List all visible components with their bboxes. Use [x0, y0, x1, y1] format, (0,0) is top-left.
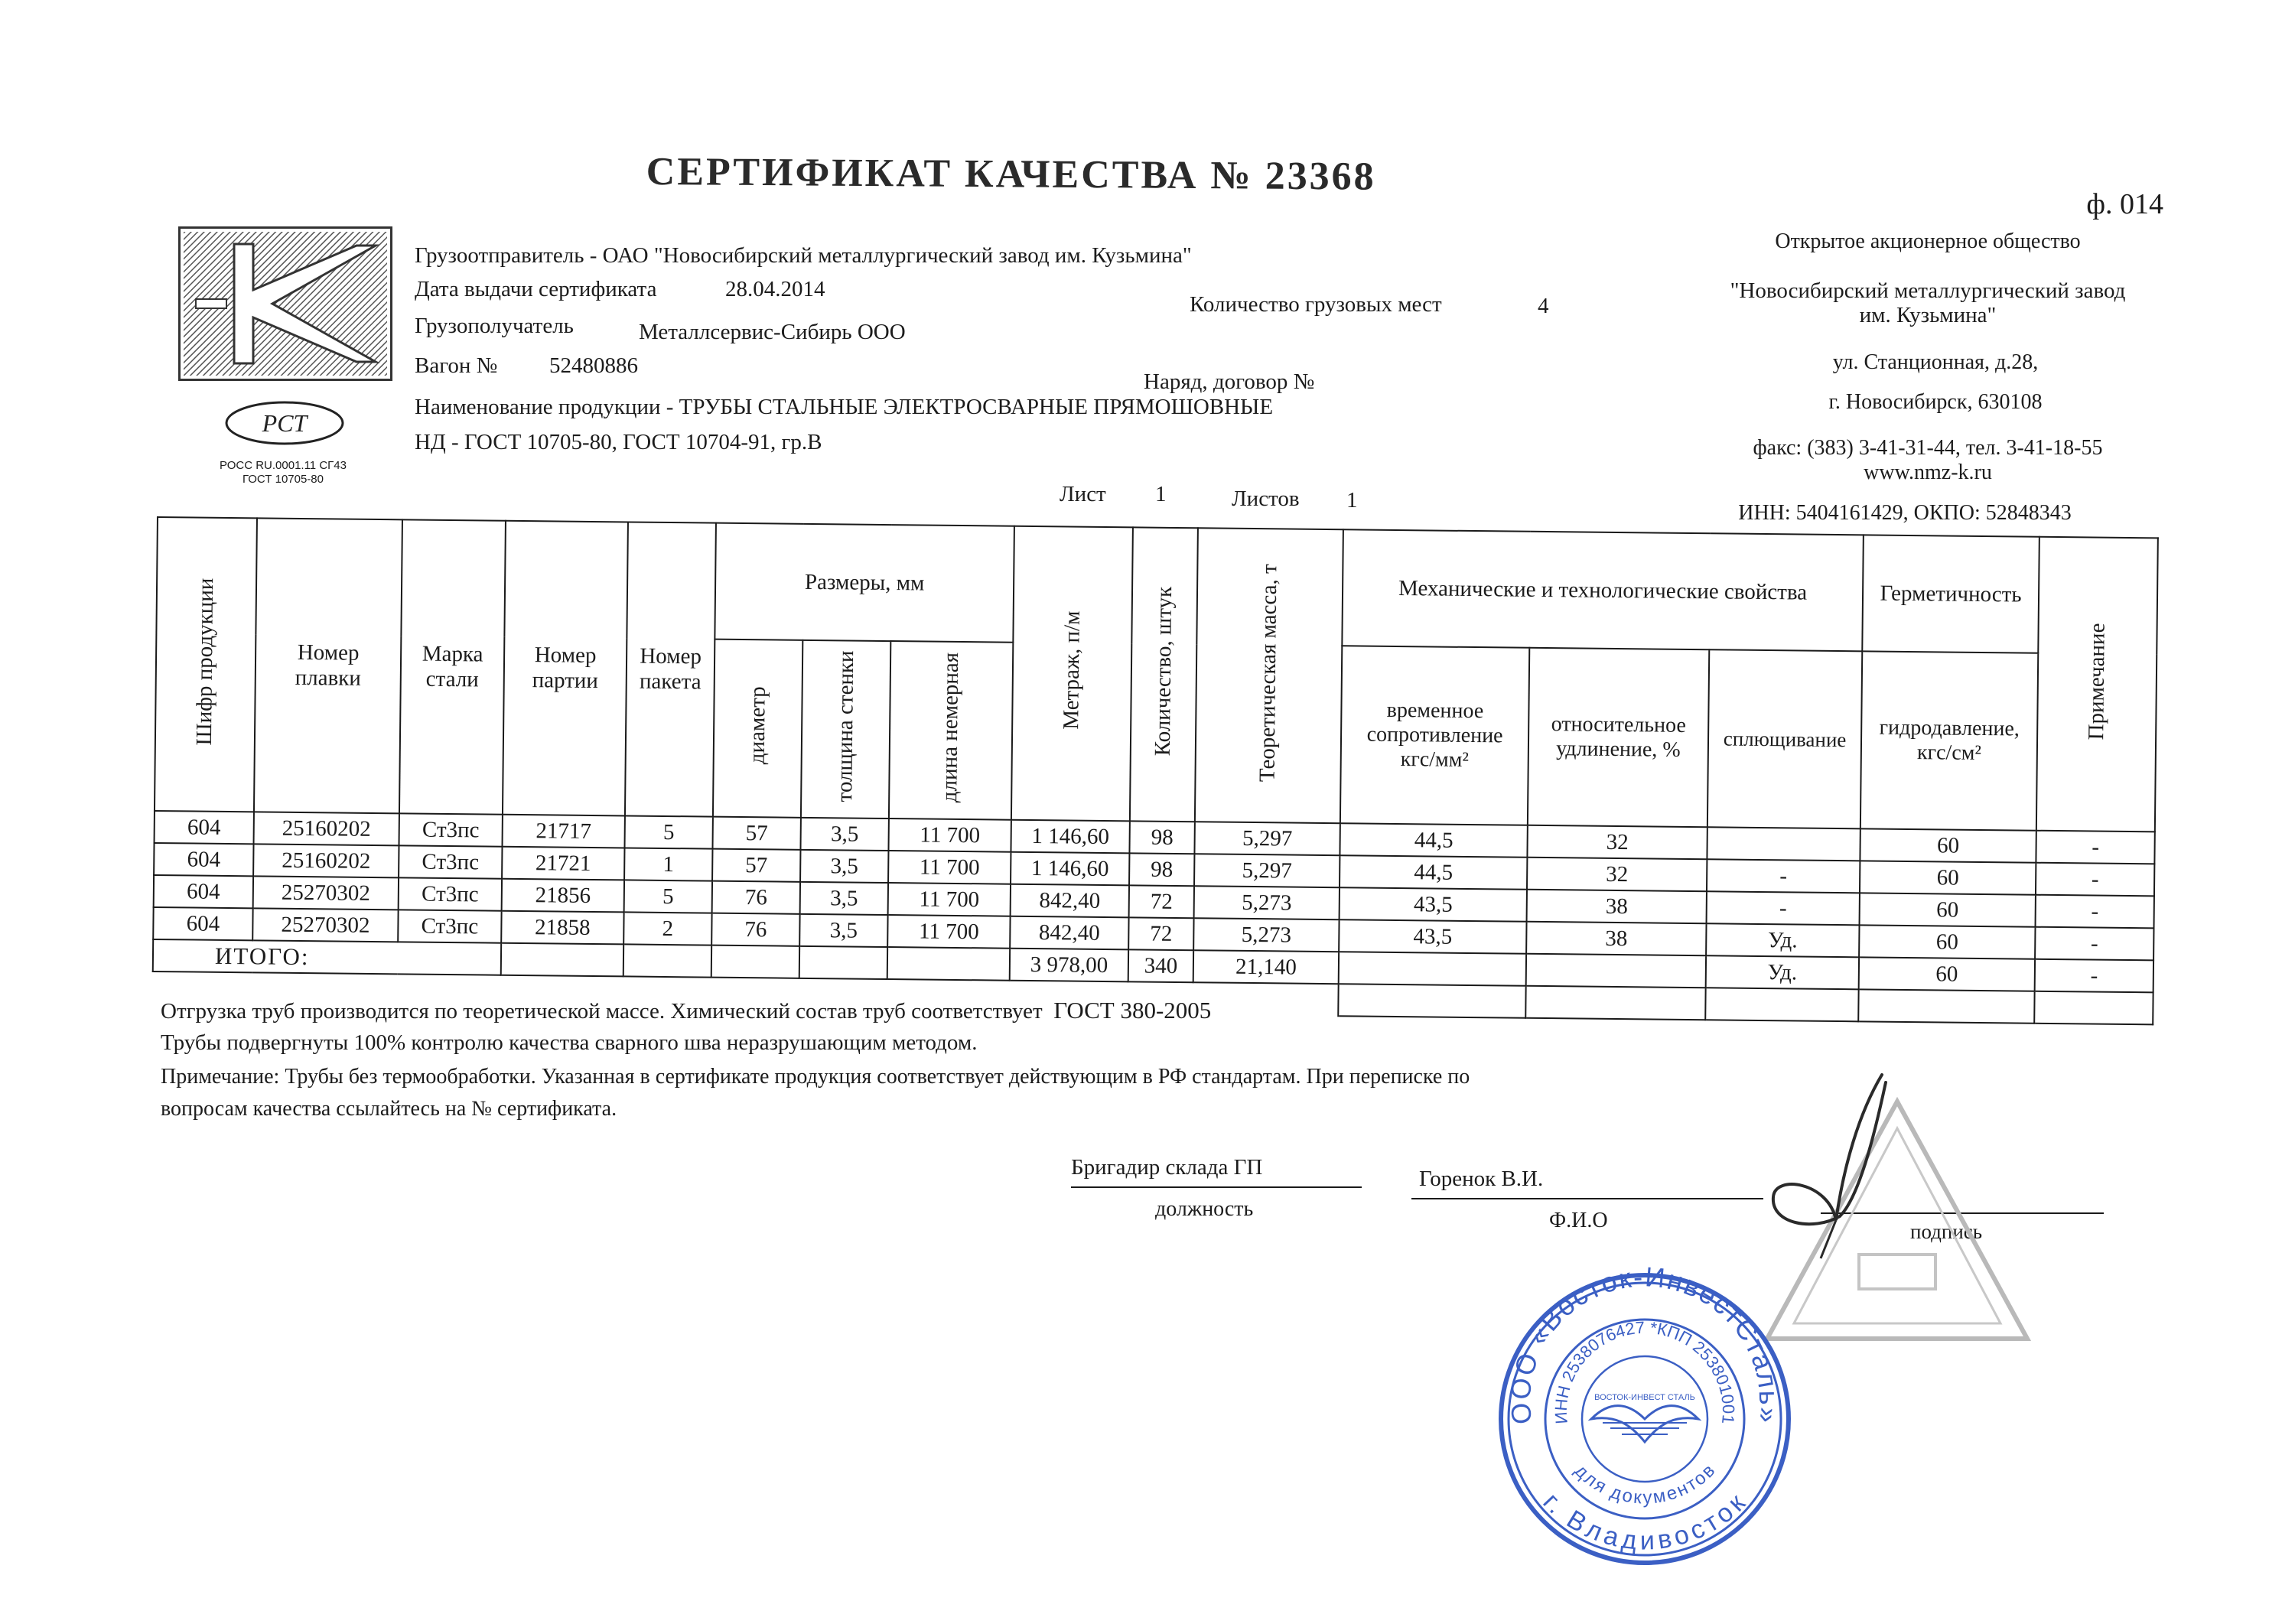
cell-wall: 3,5 — [800, 818, 888, 851]
cell-mass: 5,273 — [1194, 886, 1340, 919]
sender: Грузоотправитель - ОАО "Новосибирский металлургический завод им. Кузьмина" — [415, 243, 1192, 268]
cell-meters: 842,40 — [1010, 916, 1128, 950]
total-meters: 3 978,00 — [1010, 949, 1128, 982]
cell-mass: 5,297 — [1194, 854, 1340, 887]
company-street: ул. Станционная, д.28, — [1832, 350, 2039, 374]
cert-code: РОСС RU.0001.11 СГ43 — [220, 459, 347, 472]
note-gost: ГОСТ 380-2005 — [1053, 997, 1212, 1024]
total-mass: 21,140 — [1193, 950, 1339, 984]
col-note: Примечание — [2036, 537, 2158, 832]
cell-elongation: 38 — [1527, 890, 1707, 923]
cell-batch: 21717 — [503, 815, 625, 848]
sheet-number: 1 — [1155, 482, 1167, 506]
cell-length: 11 700 — [888, 883, 1011, 916]
rst-certification-mark — [223, 400, 346, 446]
cell-note: - — [2036, 895, 2154, 929]
col-elongation: относительное удлинение, % — [1528, 648, 1709, 827]
cell-diameter: 76 — [712, 881, 800, 914]
stamp-inner-text: ИНН 2538076427 *КПП 253801001 — [1551, 1317, 1739, 1425]
sheets-count: 1 — [1346, 488, 1358, 513]
issue-date: 28.04.2014 — [725, 277, 825, 301]
col-tensile: временное сопротивление кгс/мм² — [1340, 646, 1529, 825]
cell-flattening — [1707, 827, 1860, 861]
eagle-icon — [1591, 1393, 1698, 1442]
cell-batch: 21858 — [501, 911, 623, 945]
cell-meters: 1 146,60 — [1011, 820, 1129, 854]
name-caption: Ф.И.О — [1549, 1209, 1608, 1232]
cell-pack: 1 — [624, 848, 712, 880]
col-diameter: диаметр — [713, 640, 802, 818]
col-meters: Метраж, п/м — [1011, 526, 1133, 822]
wagon-label: Вагон № — [415, 353, 498, 378]
cell-tensile: 43,5 — [1339, 919, 1526, 954]
cell-code: 604 — [153, 907, 252, 940]
cell-heat: 25160202 — [253, 844, 399, 877]
wagon-number: 52480886 — [549, 353, 638, 378]
cell-length: 11 700 — [888, 819, 1011, 852]
cell-mass: 5,273 — [1193, 918, 1339, 952]
factory-logo-icon — [181, 229, 390, 379]
total-flattening: Уд. — [1706, 955, 1859, 989]
cell-grade: Ст3пс — [398, 910, 501, 942]
note-shipping-text: Отгрузка труб производится по теоретической массе. Химический состав труб соответствует — [161, 999, 1043, 1024]
cell-flattening: - — [1707, 859, 1860, 893]
cell-note: - — [2035, 927, 2153, 961]
cell-wall: 3,5 — [800, 882, 888, 915]
cell-length: 11 700 — [887, 915, 1010, 949]
normative-docs: НД - ГОСТ 10705-80, ГОСТ 10704-91, гр.В — [415, 430, 822, 454]
company-phones: факс: (383) 3-41-31-44, тел. 3-41-18-55 — [1753, 436, 2103, 460]
cell-heat: 25160202 — [254, 812, 399, 845]
order-label: Наряд, договор № — [1144, 369, 1315, 394]
cell-grade: Ст3пс — [399, 877, 502, 910]
cell-hydro: 60 — [1860, 828, 2036, 862]
cell-length: 11 700 — [888, 851, 1011, 884]
col-hydro: гидродавление, кгс/см² — [1860, 651, 2038, 830]
col-wall-thickness: толщина стенки — [801, 640, 890, 819]
cargo-places: 4 — [1538, 294, 1549, 318]
note-line-3: Примечание: Трубы без термообработки. Указанная в сертификате продукция соответствует действующим в РФ стандартам. При переписке по — [161, 1065, 1470, 1089]
col-flattening: сплющивание — [1707, 649, 1862, 828]
col-product-code: Шифр продукции — [155, 517, 257, 812]
cell-elongation: 32 — [1527, 825, 1707, 859]
stamp-logo-text: ВОСТОК-ИНВЕСТ СТАЛЬ — [1594, 1393, 1695, 1402]
svg-text:РСТ: РСТ — [262, 409, 308, 437]
cell-code: 604 — [154, 875, 253, 908]
cell-tensile: 44,5 — [1340, 855, 1527, 890]
product-name: Наименование продукции - ТРУБЫ СТАЛЬНЫЕ ЭЛЕКТРОСВАРНЫЕ ПРЯМОШОВНЫЕ — [415, 395, 1274, 419]
cell-hydro: 60 — [1860, 893, 2036, 926]
signature-name: Горенок В.И. — [1411, 1167, 1763, 1199]
company-ids: ИНН: 5404161429, ОКПО: 52848343 — [1738, 501, 2072, 525]
cell-meters: 1 146,60 — [1011, 852, 1129, 886]
company-website: www.nmz-k.ru — [1864, 461, 1992, 484]
cell-heat: 25270302 — [252, 908, 398, 942]
handwritten-signature — [1767, 1067, 1890, 1266]
cell-grade: Ст3пс — [399, 813, 503, 846]
cell-hydro: 60 — [1859, 925, 2035, 958]
company-name-line1: "Новосибирский металлургический завод — [1730, 278, 2126, 303]
cell-batch: 21856 — [502, 879, 624, 913]
cell-tensile: 44,5 — [1340, 823, 1527, 858]
signature-position: Бригадир склада ГП — [1071, 1155, 1362, 1188]
cell-pack: 5 — [624, 815, 712, 848]
cargo-places-label: Количество грузовых мест — [1190, 292, 1442, 317]
cell-batch: 21721 — [502, 847, 624, 880]
total-note: - — [2035, 959, 2153, 993]
cell-pack: 5 — [624, 880, 712, 913]
total-hydro: 60 — [1859, 957, 2035, 991]
cell-code: 604 — [154, 843, 253, 876]
company-round-stamp — [1492, 1266, 1798, 1572]
cell-quantity: 98 — [1129, 821, 1194, 854]
cell-quantity: 72 — [1128, 917, 1193, 950]
svg-text:для документов — [1571, 1460, 1719, 1508]
cell-heat: 25270302 — [253, 876, 399, 910]
total-label: ИТОГО: — [153, 939, 501, 975]
quality-table — [152, 516, 2157, 996]
certificate-title: СЕРТИФИКАТ КАЧЕСТВА № 23368 — [646, 149, 1376, 199]
cell-meters: 842,40 — [1011, 884, 1129, 918]
col-quantity: Количество, штук — [1130, 527, 1198, 822]
cell-mass: 5,297 — [1194, 822, 1340, 855]
stamp-city: г. Владивосток — [1537, 1487, 1752, 1556]
svg-text:ИНН 2538076427 *КПП 253801001 — [1551, 1318, 1738, 1425]
sheet-label: Лист — [1060, 482, 1106, 506]
issue-date-label: Дата выдачи сертификата — [415, 277, 657, 301]
stamp-outer-text: ООО «Восток-ИнвестСталь» — [1504, 1266, 1786, 1427]
note-line-4: вопросам качества ссылайтесь на № сертификата. — [161, 1097, 617, 1121]
cell-elongation: 38 — [1526, 922, 1706, 955]
position-caption: должность — [1155, 1197, 1254, 1221]
form-number: ф. 014 — [2086, 188, 2163, 220]
cert-gost: ГОСТ 10705-80 — [242, 473, 324, 486]
cell-wall: 3,5 — [800, 850, 888, 883]
sign-caption: подпись — [1910, 1220, 1983, 1243]
col-dimensions: Размеры, мм — [715, 523, 1014, 643]
stamp-bottom-text: для документов — [1570, 1460, 1720, 1508]
col-package-no: Номер пакета — [625, 522, 716, 816]
company-city: г. Новосибирск, 630108 — [1828, 390, 2043, 414]
cell-diameter: 76 — [711, 913, 799, 946]
cell-note: - — [2036, 831, 2154, 864]
cell-note: - — [2036, 863, 2154, 897]
cell-flattening: - — [1707, 891, 1860, 925]
cell-tensile: 43,5 — [1340, 887, 1527, 922]
cell-flattening: Уд. — [1706, 923, 1859, 957]
company-type: Открытое акционерное общество — [1775, 229, 2081, 253]
total-quantity: 340 — [1128, 949, 1193, 982]
cell-pack: 2 — [623, 912, 711, 945]
certification-code — [191, 459, 375, 487]
receiver-label: Грузополучатель — [415, 314, 574, 338]
cell-hydro: 60 — [1860, 861, 2036, 894]
cell-code: 604 — [155, 811, 254, 844]
col-heat-no: Номер плавки — [254, 518, 402, 813]
cell-elongation: 32 — [1527, 858, 1707, 891]
receiver: Металлсервис-Сибирь ООО — [639, 320, 906, 344]
col-mass: Теоретическая масса, т — [1195, 528, 1343, 823]
col-length: длина немерная — [889, 641, 1013, 820]
cell-grade: Ст3пс — [399, 845, 502, 878]
company-name-line2: им. Кузьмина" — [1859, 303, 1997, 327]
col-steel-grade: Марка стали — [399, 519, 506, 814]
col-batch-no: Номер партии — [503, 521, 628, 816]
cell-quantity: 98 — [1129, 853, 1194, 886]
col-tightness: Герметичность — [1862, 535, 2039, 653]
col-mech-properties: Механические и технологические свойства — [1342, 529, 1864, 651]
factory-logo — [178, 226, 392, 381]
note-line-2: Трубы подвергнуты 100% контролю качества сварного шва неразрушающим методом. — [161, 1030, 978, 1055]
cell-quantity: 72 — [1129, 885, 1194, 918]
cell-diameter: 57 — [712, 849, 800, 882]
cell-diameter: 57 — [712, 817, 800, 850]
sheets-label: Листов — [1232, 487, 1300, 511]
cell-wall: 3,5 — [799, 914, 887, 947]
note-line-1 — [161, 997, 1211, 1024]
